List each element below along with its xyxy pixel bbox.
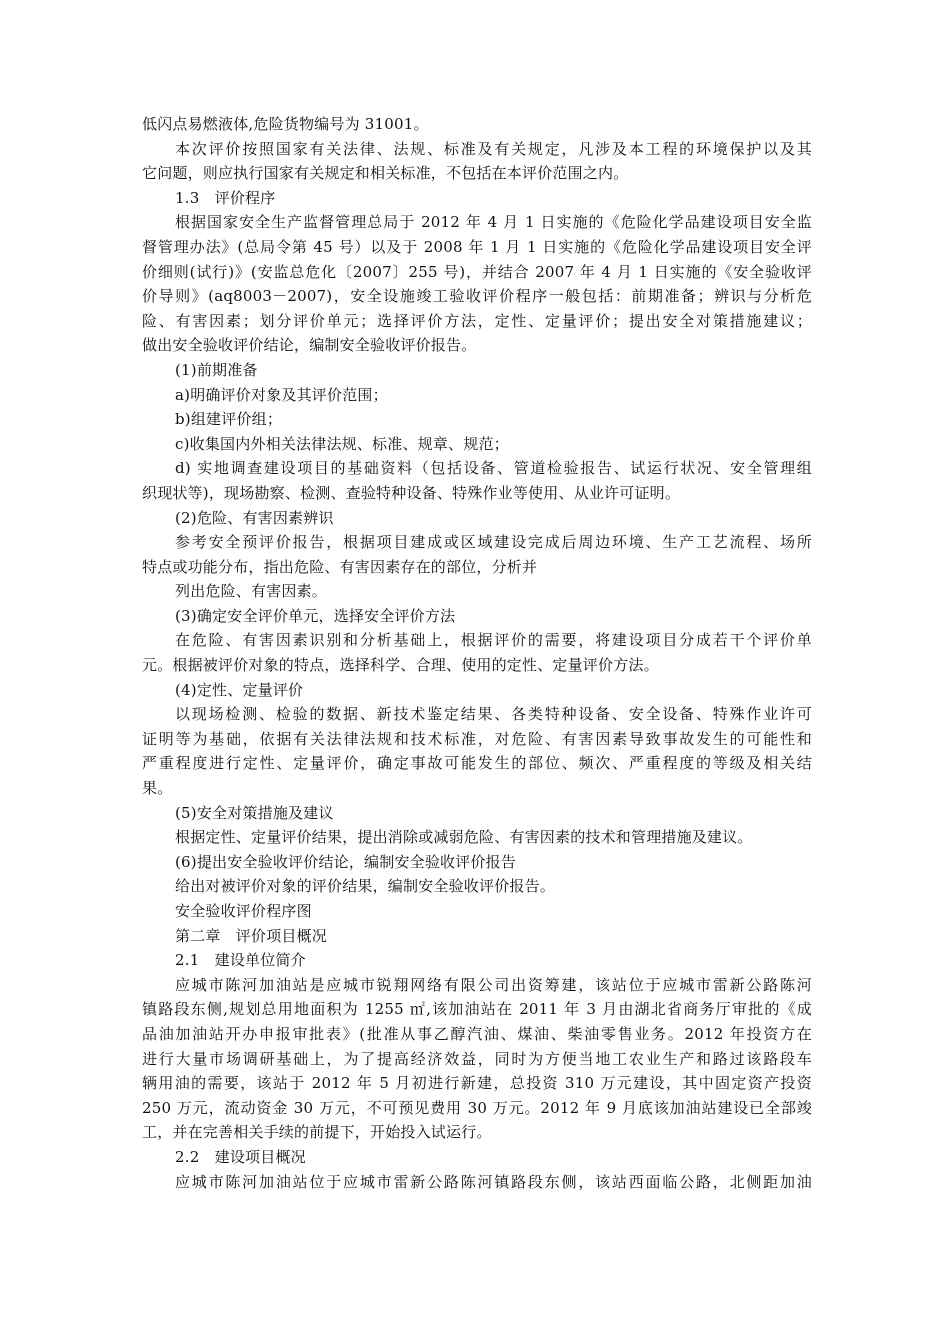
text-line: 证明等为基础，依据有关法律法规和技术标准，对危险、有害因素导致事故发生的可能性和 [142,729,812,748]
text-line: 应城市陈河加油站位于应城市雷新公路陈河镇路段东侧，该站西面临公路，北侧距加油 [175,1172,812,1191]
text-line: (2)危险、有害因素辨识 [175,508,334,527]
text-line: 根据国家安全生产监督管理总局于 2012 年 4 月 1 日实施的《危险化学品建设项目安全监 [175,213,812,232]
text-line: (1)前期准备 [175,360,258,379]
text-line: c)收集国内外相关法律法规、标准、规章、规范； [175,434,509,453]
text-line: 根据定性、定量评价结果，提出消除或减弱危险、有害因素的技术和管理措施及建议。 [175,828,753,847]
document-body [142,112,812,1194]
text-line: 镇路段东侧,规划总用地面积为 1255 ㎡,该加油站在 2011 年 3 月由湖北省商务厅审批的《成 [142,1000,812,1019]
text-line: 工，并在完善相关手续的前提下，开始投入试运行。 [142,1123,492,1142]
text-line: 特点或功能分布，指出危险、有害因素存在的部位，分析并 [142,557,538,576]
text-line: 2.1 建设单位简介 [175,951,306,970]
text-line: 1.3 评价程序 [175,188,276,207]
text-line: 2.2 建设项目概况 [175,1147,306,1166]
text-line: b)组建评价组； [175,410,283,429]
text-line: 安全验收评价程序图 [175,902,312,920]
text-line: (6)提出安全验收评价结论，编制安全验收评价报告 [175,852,517,871]
text-line: (4)定性、定量评价 [175,680,304,699]
text-line: 低闪点易燃液体,危险货物编号为 31001。 [142,115,429,133]
text-line: 织现状等)，现场勘察、检测、查验特种设备、特殊作业等使用、从业许可证明。 [142,483,681,502]
text-line: 辆用油的需要，该站于 2012 年 5 月初进行新建，总投资 310 万元建设，其中固定资产投资 [142,1074,812,1093]
text-line: 元。根据被评价对象的特点，选择科学、合理、使用的定性、定量评价方法。 [142,656,659,675]
text-line: 进行大量市场调研基础上，为了提高经济效益，同时为方便当地工农业生产和路过该路段车 [142,1049,812,1068]
text-line: 品油加油站开办申报审批表》(批准从事乙醇汽油、煤油、柴油零售业务。2012 年投资方在 [142,1024,812,1043]
text-line: a)明确评价对象及其评价范围； [175,385,388,404]
text-line: 250 万元，流动资金 30 万元，不可预见费用 30 万元。2012 年 9 月底该加油站建设已全部竣 [142,1098,812,1117]
text-line: 果。 [142,779,173,798]
text-line: 在危险、有害因素识别和分析基础上，根据评价的需要，将建设项目分成若干个评价单 [175,631,812,650]
text-line: 应城市陈河加油站是应城市锐翔网络有限公司出资筹建，该站位于应城市雷新公路陈河 [175,975,812,994]
text-line: 列出危险、有害因素。 [175,582,328,601]
text-line: 价导则》(aq8003－2007)，安全设施竣工验收评价程序一般包括：前期准备；辨识与分析危 [142,287,812,306]
text-line: 给出对被评价对象的评价结果，编制安全验收评价报告。 [175,877,556,896]
text-line: 第二章 评价项目概况 [175,926,328,945]
text-line: 做出安全验收评价结论，编制安全验收评价报告。 [142,336,477,355]
text-line: 严重程度进行定性、定量评价，确定事故可能发生的部位、频次、严重程度的等级及相关结 [142,754,812,773]
text-line: 本次评价按照国家有关法律、法规、标准及有关规定，凡涉及本工程的环境保护以及其 [175,139,812,158]
text-line: 参考安全预评价报告，根据项目建成或区域建设完成后周边环境、生产工艺流程、场所 [175,533,812,552]
text-line: 以现场检测、检验的数据、新技术鉴定结果、各类特种设备、安全设备、特殊作业许可 [175,705,812,724]
text-line: 它问题，则应执行国家有关规定和相关标准，不包括在本评价范围之内。 [142,164,629,183]
text-line: (5)安全对策措施及建议 [175,803,334,822]
text-line: 险、有害因素；划分评价单元；选择评价方法，定性、定量评价；提出安全对策措施建议； [142,311,812,330]
text-line: 价细则(试行)》(安监总危化〔2007〕255 号)，并结合 2007 年 4 月 1 日实施的《安全验收评 [142,262,812,281]
text-line: 督管理办法》(总局令第 45 号）以及于 2008 年 1 月 1 日实施的《危险化学品建设项目安全评 [142,237,812,256]
text-line: (3)确定安全评价单元，选择安全评价方法 [175,606,456,625]
text-line: d) 实地调查建设项目的基础资料（包括设备、管道检验报告、试运行状况、安全管理组 [175,459,812,478]
